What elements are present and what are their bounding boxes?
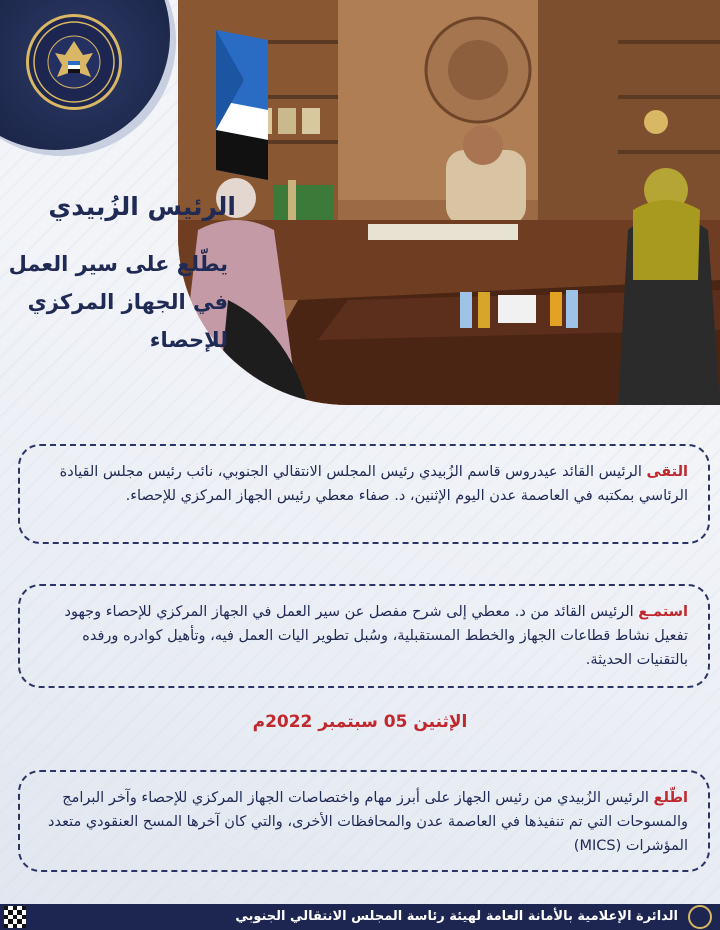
paragraph-box-briefing xyxy=(18,584,710,688)
paragraph-text: الرئيس القائد من د. معطي إلى شرح مفصل عن سير العمل في الجهاز المركزي للإحصاء وجهود تفعيل نشاط قطاعات الجهاز والخطط المستقبلية، وسُبل تطوير اليات العمل فيه، وتأهيل كوادره ورفده بالتقنيات الحديثة. xyxy=(64,604,688,668)
council-logo xyxy=(26,14,122,110)
headline-line: يطّلع على سير العمل xyxy=(8,252,228,276)
headline-title: الرئيس الزُبيدي xyxy=(48,192,236,221)
date-line: الإثنين 05 سبتمبر 2022م xyxy=(252,712,468,732)
paragraph-box-meeting xyxy=(18,444,710,544)
paragraph-box-review xyxy=(18,770,710,872)
paragraph-lead: استمـع xyxy=(638,604,688,620)
paragraph-lead: التقى xyxy=(646,464,688,480)
headline-line: في الجهاز المركزي xyxy=(27,290,228,314)
meeting-photo xyxy=(178,0,720,405)
headline-line: للإحصاء xyxy=(149,328,228,352)
qr-code-icon xyxy=(4,906,26,928)
paragraph-text: الرئيس القائد عيدروس قاسم الزُبيدي رئيس المجلس الانتقالي الجنوبي، نائب رئيس مجلس القيادة الرئاسي بمكتبه في العاصمة عدن اليوم الإثنين، د. صفاء معطي رئيس الجهاز المركزي للإحصاء. xyxy=(59,464,688,504)
footer-logo-icon xyxy=(688,905,712,929)
paragraph-lead: اطّلع xyxy=(653,790,688,806)
headline-subtitle xyxy=(0,245,228,359)
paragraph-text: الرئيس الزُبيدي من رئيس الجهاز على أبرز مهام واختصاصات الجهاز المركزي للإحصاء وآخر البرامج والمسوحات التي تم تنفيذها في العاصمة عدن والمحافظات الأخرى، والتي كان آخرها المسح العنقودي متعدد المؤشرات (MICS) xyxy=(48,790,688,854)
footer-text: الدائرة الإعلامية بالأمانة العامة لهيئة رئاسة المجلس الانتقالي الجنوبي xyxy=(235,909,678,924)
footer-bar xyxy=(0,904,720,930)
